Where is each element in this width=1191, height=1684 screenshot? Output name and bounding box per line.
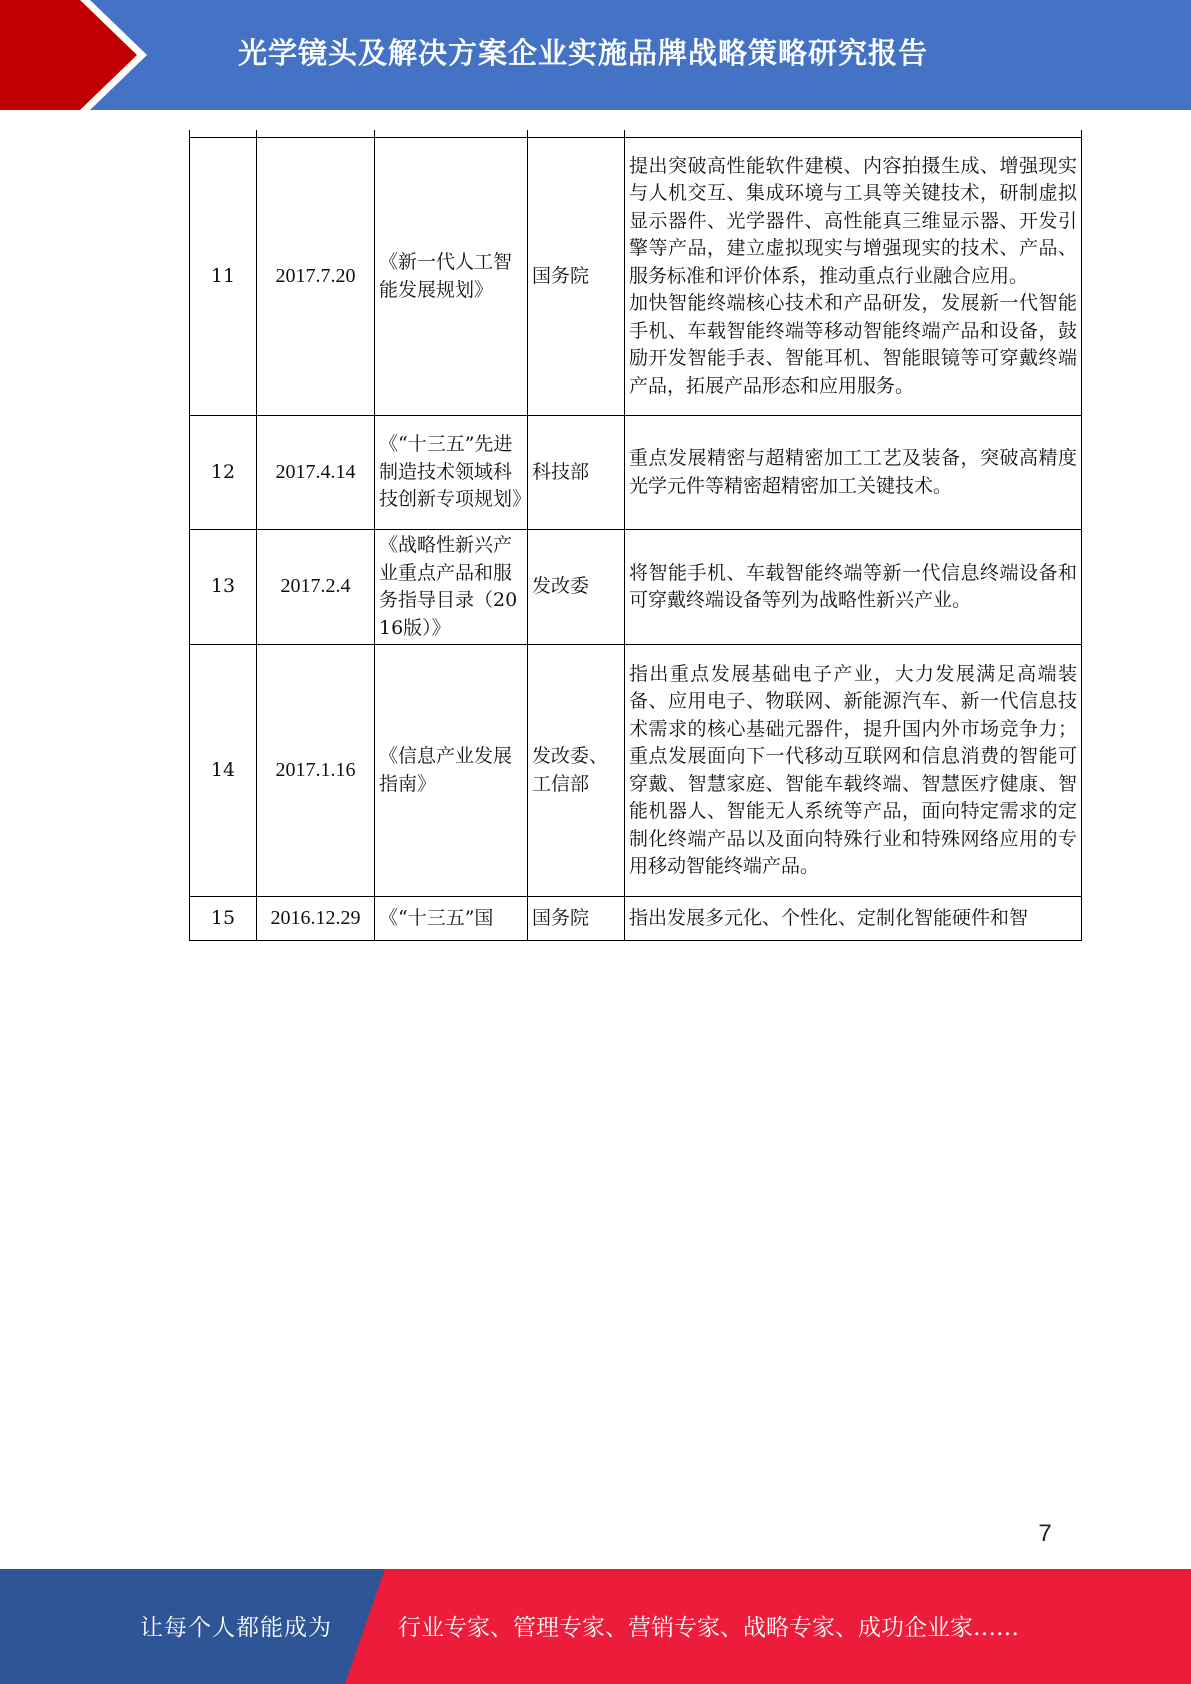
policy-content-paragraph: 加快智能终端核心技术和产品研发，发展新一代智能手机、车载智能终端等移动智能终端产品和设备，鼓励开发智能手表、智能耳机、智能眼镜等可穿戴终端产品，拓展产品形态和应用服务。 xyxy=(629,292,1077,397)
release-date: 2016.12.29 xyxy=(257,897,375,941)
table-row-continued xyxy=(190,130,1082,138)
issuing-department: 发改委 xyxy=(528,530,625,645)
policy-document: 《信息产业发展指南》 xyxy=(375,645,528,897)
row-number: 13 xyxy=(190,530,257,645)
policy-content xyxy=(625,645,1082,897)
header-arrow-decoration xyxy=(0,0,150,110)
policy-content xyxy=(625,530,1082,645)
release-date: 2017.1.16 xyxy=(257,645,375,897)
footer-slogan-roles: 行业专家、管理专家、营销专家、战略专家、成功企业家…… xyxy=(398,1615,1019,1641)
policy-document: 《“十三五”先进制造技术领域科技创新专项规划》 xyxy=(375,416,528,530)
page-header xyxy=(0,0,1191,110)
table-row xyxy=(190,645,1082,897)
policy-content-paragraph: 指出发展多元化、个性化、定制化智能硬件和智 xyxy=(629,906,1029,929)
policy-table xyxy=(189,130,1082,941)
row-number: 12 xyxy=(190,416,257,530)
policy-content xyxy=(625,416,1082,530)
policy-content-paragraph: 重点发展精密与超精密加工工艺及装备，突破高精度光学元件等精密超精密加工关键技术。 xyxy=(629,447,1077,497)
release-date: 2017.2.4 xyxy=(257,530,375,645)
policy-content xyxy=(625,138,1082,416)
policy-content-paragraph: 将智能手机、车载智能终端等新一代信息终端设备和可穿戴终端设备等列为战略性新兴产业。 xyxy=(629,561,1077,611)
issuing-department: 科技部 xyxy=(528,416,625,530)
row-number: 14 xyxy=(190,645,257,897)
issuing-department: 发改委、工信部 xyxy=(528,645,625,897)
release-date: 2017.7.20 xyxy=(257,138,375,416)
policy-document: 《战略性新兴产业重点产品和服务指导目录（2016版）》 xyxy=(375,530,528,645)
policy-content-paragraph: 指出重点发展基础电子产业，大力发展满足高端装备、应用电子、物联网、新能源汽车、新一代信息技术需求的核心基础元器件，提升国内外市场竞争力；重点发展面向下一代移动互联网和信息消费的智能可穿戴、智慧家庭、智能车载终端、智慧医疗健康、智能机器人、智能无人系统等产品，面向特定需求的定制化终端产品以及面向特殊行业和特殊网络应用的专用移动智能终端产品。 xyxy=(629,662,1077,877)
page-footer xyxy=(0,1569,1191,1684)
table-row xyxy=(190,138,1082,416)
row-number: 15 xyxy=(190,897,257,941)
row-number: 11 xyxy=(190,138,257,416)
issuing-department: 国务院 xyxy=(528,897,625,941)
table-row xyxy=(190,530,1082,645)
release-date: 2017.4.14 xyxy=(257,416,375,530)
policy-content-paragraph: 提出突破高性能软件建模、内容拍摄生成、增强现实与人机交互、集成环境与工具等关键技术，研制虚拟显示器件、光学器件、高性能真三维显示器、开发引擎等产品，建立虚拟现实与增强现实的技术、产品、服务标准和评价体系，推动重点行业融合应用。 xyxy=(629,154,1077,287)
table-row xyxy=(190,416,1082,530)
report-title: 光学镜头及解决方案企业实施品牌战略策略研究报告 xyxy=(238,36,929,70)
policy-content xyxy=(625,897,1082,941)
policy-document: 《新一代人工智能发展规划》 xyxy=(375,138,528,416)
page-number: 7 xyxy=(1038,1520,1052,1547)
issuing-department: 国务院 xyxy=(528,138,625,416)
policy-document: 《“十三五”国 xyxy=(375,897,528,941)
footer-slogan-lead: 让每个人都能成为 xyxy=(140,1615,332,1641)
table-row xyxy=(190,897,1082,941)
